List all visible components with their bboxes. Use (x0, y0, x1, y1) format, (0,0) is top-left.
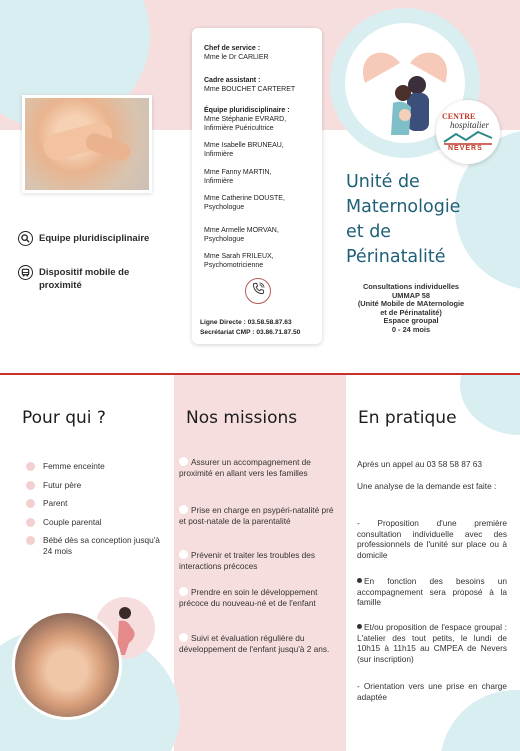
list-item: Prise en charge en psypéri-natalité pré et post-natale de la parentalité (179, 505, 334, 526)
equipe-label: Équipe pluridisciplinaire : (204, 107, 290, 114)
cadre-block (204, 76, 295, 94)
link-dispositif-mobile[interactable] (18, 266, 168, 292)
pratique-item: - Proposition d'une première consultation individuelle avec des professionnels de l'unité sur place ou à domicile (357, 518, 507, 560)
pour-qui-title: Pour qui ? (22, 408, 106, 428)
baby-hand-photo (22, 95, 152, 193)
list-item: Prendre en soin le développement précoce du nouveau-né et de l'enfant (179, 587, 318, 608)
secretariat-line: Secrétariat CMP : 03.86.71.87.50 (200, 329, 301, 336)
baby-feet-photo (12, 610, 122, 720)
brochure-front-panel (0, 0, 520, 370)
cadre-label: Cadre assistant : (204, 77, 261, 84)
list-item: Couple parental (26, 517, 102, 528)
pratique-item: Et/ou proposition de l'espace groupal : L'atelier des tout petits, le lundi de 10h15 à 11h15 au CMPEA de Nevers (sur inscription) (357, 622, 507, 664)
list-item: Parent (26, 498, 67, 509)
pratique-item: - Orientation vers une prise en charge adaptée (357, 681, 507, 702)
member-item: Mme Fanny MARTIN, Infirmière (204, 169, 272, 185)
link-label: Dispositif mobile de proximité (39, 267, 130, 291)
list-item: Suivi et évaluation régulière du développement de l'enfant jusqu'à 2 ans. (179, 633, 330, 654)
missions-title: Nos missions (186, 408, 298, 428)
list-item: Prévenir et traiter les troubles des interactions précoces (179, 550, 316, 571)
list-item: Assurer un accompagnement de proximité en allant vers les familles (179, 457, 311, 478)
search-icon (18, 231, 33, 246)
equipe-block (204, 106, 290, 115)
hospital-logo: CENTRE hospitalier NEVERS (436, 100, 500, 164)
ligne-directe: Ligne Directe : 03.58.58.87.63 (200, 319, 292, 326)
decorative-circle (460, 373, 520, 435)
chef-label: Chef de service : (204, 45, 261, 52)
member-item: Mme Sarah FRILEUX, Psychomotricienne (204, 253, 274, 269)
bus-icon (18, 265, 33, 280)
list-item: Femme enceinte (26, 461, 105, 472)
chef-block (204, 44, 269, 62)
phone-button[interactable] (245, 278, 271, 304)
contact-lines (200, 318, 300, 338)
phone-icon (252, 282, 265, 300)
page-title: Unité de Maternologie et de Périnatalité (346, 172, 461, 267)
member-item: Mme Armelle MORVAN, Psychologue (204, 227, 279, 243)
pratique-title: En pratique (358, 408, 457, 428)
pratique-analysis: Une analyse de la demande est faite : (357, 481, 497, 491)
consultation-info: Consultations individuelles UMMAP 58 (Unité Mobile de MAternologie et de Périnatalité) Espace groupal 0 - 24 mois (357, 282, 465, 334)
member-item: Mme Isabelle BRUNEAU, Infirmière (204, 142, 284, 158)
pratique-item: En fonction des besoins un accompagnement sera proposé à la famille (357, 576, 507, 607)
link-label: Equipe pluridisciplinaire (39, 233, 150, 244)
pratique-phone-text: Après un appel au 03 58 58 87 63 (357, 459, 483, 469)
list-item: Futur père (26, 480, 81, 491)
cadre-name: Mme BOUCHET CARTERET (204, 86, 296, 93)
member-item: Mme Catherine DOUSTE, Psychologue (204, 195, 285, 211)
link-equipe-pluridisciplinaire[interactable] (18, 232, 149, 246)
list-item: Bébé dès sa conception jusqu'à 24 mois (26, 535, 166, 556)
staff-card (192, 28, 322, 344)
member-item: Mme Stéphanie EVRARD, Infirmière Puéricultrice (204, 116, 287, 132)
brochure-back-panel (0, 373, 520, 751)
chef-name: Mme le Dr CARLIER (204, 54, 269, 61)
